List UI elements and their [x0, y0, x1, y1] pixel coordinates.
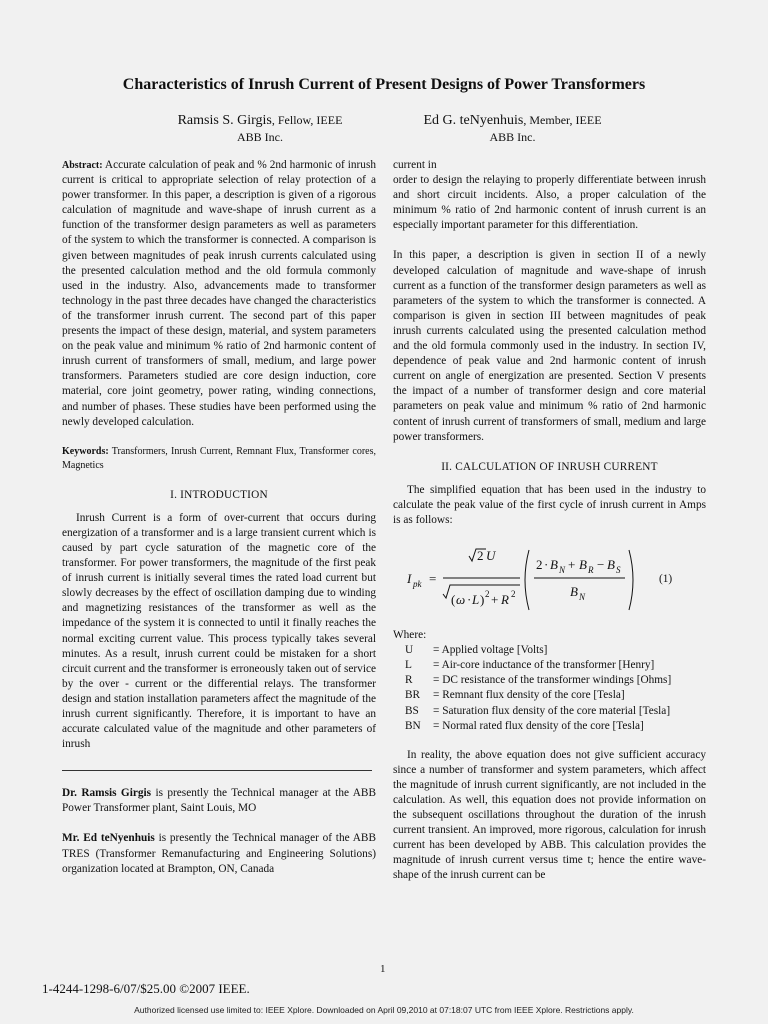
footnote-girgis	[62, 786, 376, 816]
svg-text:R: R	[501, 592, 509, 608]
keywords-text: Transformers, Inrush Current, Remnant Flux, Transformer cores, Magnetics	[62, 445, 376, 471]
svg-text:I: I	[407, 571, 412, 587]
svg-text:+: +	[568, 557, 576, 573]
svg-text:ω: ω	[456, 592, 466, 608]
definition-symbol: U	[405, 644, 414, 657]
right-paragraph-4: In reality, the above equation does not give sufficient accuracy since a number of transformer and system parameters, which affect the magnitude of inrush current significantly, are not included in the calculation. As well, this equation does not provide information on the subsequent oscillations throughout the duration of the inrush current transient. An improved, more rigorous, calculation for inrush current has been developed by ABB. This calculation provides the magnitude of inrush current versus time t; hence the entire wave-shape of the inrush current can be	[393, 748, 706, 882]
svg-text:·: ·	[467, 592, 472, 608]
svg-text:pk: pk	[413, 579, 422, 590]
definition-symbol: L	[405, 659, 412, 672]
keywords	[62, 445, 376, 473]
svg-text:B: B	[607, 557, 615, 573]
svg-text:−: −	[597, 557, 605, 573]
page-number: 1	[380, 963, 386, 975]
footnote-girgis-text: is presently the Technical manager at the ABB Power Transformer plant, Saint Louis, MO	[62, 787, 376, 815]
definition-text: = Saturation flux density of the core material [Tesla]	[433, 704, 671, 717]
authorized-use-notice: Authorized licensed use limited to: IEEE Xplore. Downloaded on April 09,2010 at 07:18:07 UTC from IEEE Xplore. Restrictions apply.	[134, 1005, 634, 1015]
definition-symbol: R	[405, 674, 413, 687]
definition-row	[405, 704, 706, 719]
definition-text: = Remnant flux density of the core [Tesla]	[433, 689, 625, 702]
definition-row	[405, 643, 706, 658]
definition-row	[405, 688, 706, 703]
svg-text:2: 2	[485, 589, 490, 600]
svg-text:(: (	[451, 592, 456, 608]
right-paragraph-2: In this paper, a description is given in section II of a newly developed calculation of magnitude and wave-shape of inrush current as a function of the transformer design parameters as well as parameters of the system to which the transformer is connected. A comparison is given in section III between magnitudes of peak inrush currents calculated using the presented calculation method and the old formula commonly used in the industry. In section IV, dependence of peak value and 2nd harmonic content of inrush current on angle of energization are presented. Section V presents the impact of a number of transformer design and core material parameters on peak value and minimum % ratio of 2nd harmonic content of inrush current of transformers of small, medium and large power transformers.	[393, 249, 706, 443]
abstract-label: Abstract:	[62, 160, 103, 171]
right-column	[393, 158, 706, 884]
footnote-tenyenhuis-text: is presently the Technical manager of the ABB TRES (Transformer Remanufacturing and Engineering Solutions) organization located at Brampton, ON, Canada	[62, 832, 376, 875]
svg-text:N: N	[579, 592, 586, 603]
author-2-name: Ed G. teNyenhuis	[423, 113, 524, 128]
right-paragraph-1: current in order to design the relaying to properly differentiate between inrush and short circuit incidents. Also, a proper calculation of the minimum % ratio of 2nd harmonic content of inrush current is an especially important parameter for this differentiation.	[393, 159, 706, 232]
svg-text:N: N	[559, 565, 566, 576]
svg-text:S: S	[616, 565, 621, 576]
right-paragraph-3: The simplified equation that has been used in the industry to calculate the peak value of the first cycle of inrush current in Amps is as follows:	[393, 483, 706, 526]
footnote-divider	[62, 770, 372, 771]
left-column	[62, 158, 376, 877]
svg-text:U: U	[486, 548, 496, 564]
svg-text:=: =	[429, 571, 437, 587]
svg-text:L: L	[472, 592, 480, 608]
svg-text:B: B	[550, 557, 558, 573]
section-heading-introduction: I. INTRODUCTION	[170, 488, 268, 501]
svg-text:R: R	[588, 565, 594, 576]
svg-text:B: B	[579, 557, 587, 573]
svg-text:B: B	[570, 584, 578, 600]
paper-title: Characteristics of Inrush Current of Present Designs of Power Transformers	[122, 76, 646, 93]
author-1-membership: , Fellow, IEEE	[271, 113, 343, 127]
definition-text: = Applied voltage [Volts]	[433, 644, 548, 657]
definition-text: = Normal rated flux density of the core [Tesla]	[433, 719, 644, 732]
keywords-label: Keywords:	[62, 445, 109, 457]
definition-row	[405, 673, 706, 688]
definition-symbol: BN	[405, 719, 421, 732]
author-1-affiliation: ABB Inc.	[237, 130, 283, 144]
definition-text: = DC resistance of the transformer windings [Ohms]	[433, 674, 672, 687]
definition-row	[405, 719, 706, 734]
equation-1	[393, 542, 706, 618]
definition-row	[405, 658, 706, 673]
footnote-girgis-name: Dr. Ramsis Girgis	[62, 787, 152, 800]
intro-paragraph: Inrush Current is a form of over-current that occurs during energization of a transformer and is a large transient current which is caused by part cycle saturation of the magnetic core of the transformer. For power transformers, the magnitude of the first peak of inrush current is initially several times the rated load current but slowly decreases by the effect of oscillation damping due to winding and magnetizing resistances of the transformer as well as the impedance of the system it is connected to until it finally reaches the normal exciting current value. This process typically takes several minutes. As a result, inrush current could be mistaken for a short circuit current and the transformer is erroneously taken out of service by the over - current or the differential relays. The transformer design and station installation parameters affect the magnitude of the inrush current significantly. Therefore, it is important to have an accurate calculated value of the magnitude and other parameters of inrush	[62, 511, 376, 751]
equation-number: (1)	[659, 573, 673, 586]
author-1-name: Ramsis S. Girgis	[177, 113, 272, 128]
svg-text:2: 2	[477, 548, 484, 564]
definition-text: = Air-core inductance of the transformer [Henry]	[433, 659, 655, 672]
symbol-definitions	[405, 643, 706, 734]
copyright-line: 1-4244-1298-6/07/$25.00 ©2007 IEEE.	[42, 981, 250, 996]
abstract	[62, 158, 376, 430]
svg-text:+: +	[491, 592, 499, 608]
svg-text:2: 2	[536, 557, 543, 573]
author-2	[400, 113, 625, 145]
abstract-text: Accurate calculation of peak and % 2nd harmonic of inrush current is critical to appropriate selection of relay protection of a power transformer. In this paper, a description is given of a rigorous calculation of magnitude and wave-shape of inrush current as a function of the transformer design parameters as well as parameters of the system to which the transformer is connected. A comparison is given between magnitudes of peak inrush currents calculated using the presented calculation method and the old formula commonly used in the industry. Also, advancements made to transformer technology in the past three decades have changed the characteristics of the transformer inrush current. The second part of this paper presents the impact of these design, material, and system parameters on the peak value and minimum % ratio of 2nd harmonic content of inrush current of transformers of small, medium, and large power transformers. Parameters studied are core design induction, core material, core joint geometry, power rating, winding connections, and number of phases. These studies have been performed using the newly developed calculation.	[62, 159, 376, 428]
svg-text:): )	[480, 592, 485, 608]
author-2-affiliation: ABB Inc.	[489, 130, 536, 144]
svg-text:·: ·	[544, 557, 549, 573]
definition-symbol: BS	[405, 704, 419, 717]
section-heading-calculation: II. CALCULATION OF INRUSH CURRENT	[441, 460, 658, 473]
author-1	[150, 113, 370, 145]
author-2-membership: , Member, IEEE	[523, 113, 602, 127]
footnote-tenyenhuis-name: Mr. Ed teNyenhuis	[62, 832, 155, 845]
svg-text:2: 2	[511, 589, 516, 600]
where-label: Where:	[393, 629, 427, 642]
definition-symbol: BR	[405, 689, 421, 702]
footnote-tenyenhuis	[62, 831, 376, 876]
